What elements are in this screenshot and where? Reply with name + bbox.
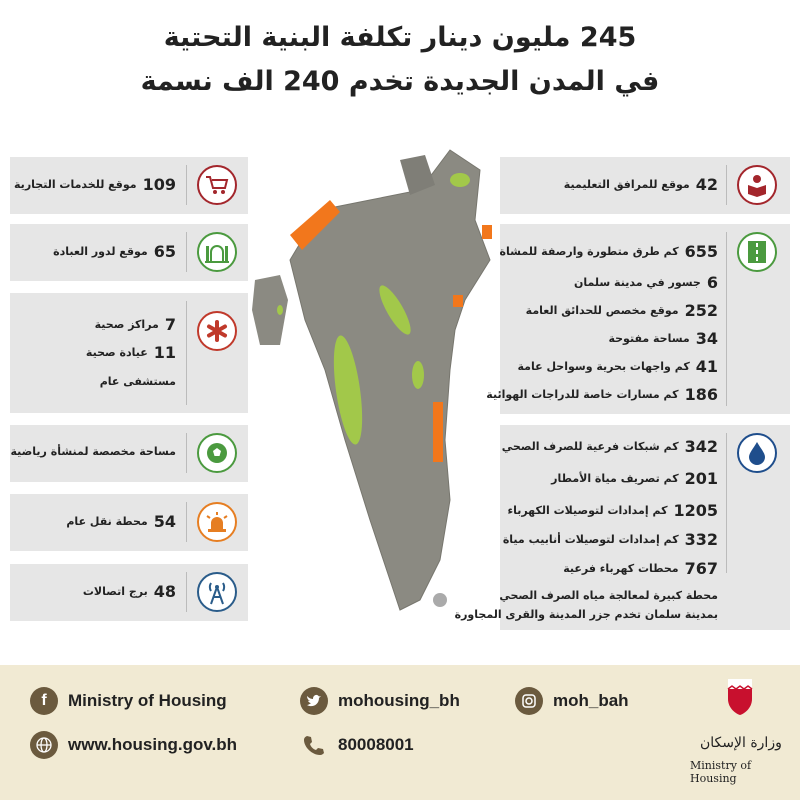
headline-line-1: 245 مليون دينار تكلفة البنية التحتية [163,22,637,53]
telecom-label: برج اتصالات [82,585,148,598]
facebook-icon: f [30,687,58,715]
phone-number: 80008001 [338,735,414,754]
panel-utilities [454,425,790,630]
mosque-icon [197,232,237,272]
panel-commercial [10,157,248,214]
rain-drainage-km: 201 [684,469,718,488]
bike-paths-km: 186 [684,385,718,404]
electricity-km: 1205 [673,501,718,520]
open-spaces-count: 34 [695,329,718,348]
roads-km: 655 [684,242,718,261]
worship-count: 65 [153,242,176,261]
electricity-label: كم إمدادات لتوصيلات الكهرباء [507,504,668,517]
open-spaces-label: مساحة مفتوحة [608,332,690,345]
parks-count: 252 [684,301,718,320]
commercial-count: 109 [142,175,176,194]
panel-sports [10,425,248,482]
website-link[interactable] [30,731,237,759]
sports-label: مساحة مخصصة لمنشأة رياضية [10,445,176,458]
waterfront-km: 41 [695,357,718,376]
facebook-handle: Ministry of Housing [68,691,227,710]
clinics-count: 11 [153,343,176,362]
rain-drainage-label: كم تصريف مياة الأمطار [551,472,679,485]
panel-health [10,293,248,413]
worship-label: موقع لدور العبادة [53,245,148,258]
phone-icon [300,731,328,759]
panel-transport [10,494,248,551]
logo-arabic: وزارة الإسكان [700,735,782,751]
bridges-count: 6 [706,273,718,292]
panel-worship [10,224,248,281]
instagram-link[interactable] [515,687,629,715]
twitter-icon [300,687,328,715]
shopping-cart-icon [197,165,237,205]
globe-icon [30,731,58,759]
panel-telecom [10,564,248,621]
footer [0,665,800,800]
logo-english: Ministry of Housing [690,759,752,785]
water-drop-icon [737,433,777,473]
bridges-label: جسور في مدينة سلمان [574,276,701,289]
emblem-icon [725,677,755,717]
bahrain-map [250,140,510,640]
siren-light-icon [197,502,237,542]
bike-paths-label: كم مسارات خاصة للدراجات الهوائية [486,388,679,401]
water-pipes-label: كم إمدادات لتوصيلات أنابيب مياة [502,533,679,546]
headline-line-2: في المدن الجديدة تخدم 240 الف نسمة [140,66,660,97]
sewer-km: 342 [684,437,718,456]
hospital-label: مستشفى عام [99,375,176,388]
transport-count: 54 [153,512,176,531]
reading-student-icon [737,165,777,205]
commercial-label: موقع للخدمات التجارية [14,178,137,191]
transport-label: محطة نقل عام [66,515,148,528]
treatment-plant-note-2: بمدينة سلمان تخدم جزر المدينة والقرى المجاورة [454,608,718,621]
treatment-plant-note-1: محطة كبيرة لمعالجة مياه الصرف الصحي [499,589,718,602]
twitter-link[interactable] [300,687,460,715]
parks-label: موقع مخصص للحدائق العامة [525,304,679,317]
telecom-count: 48 [153,582,176,601]
football-icon [197,433,237,473]
phone-link[interactable] [300,731,414,759]
website-url: www.housing.gov.bh [68,735,238,754]
substations-label: محطات كهرباء فرعية [563,562,679,575]
facebook-link[interactable] [30,687,227,715]
waterfront-label: كم واجهات بحرية وسواحل عامة [517,360,690,373]
twitter-handle: mohousing_bh [338,691,460,710]
medical-star-icon [197,311,237,351]
instagram-handle: moh_bah [553,691,629,710]
instagram-icon [515,687,543,715]
water-pipes-km: 332 [684,530,718,549]
panel-roads-parks [486,224,790,414]
education-label: موقع للمرافق التعليمية [563,178,690,191]
health-centers-label: مراكز صحية [94,318,159,331]
ministry-logo [690,677,790,787]
antenna-tower-icon [197,572,237,612]
roads-label: كم طرق متطورة وارصفة للمشاة [499,245,679,258]
substations-count: 767 [684,559,718,578]
panel-education [500,157,790,214]
health-centers-count: 7 [164,315,176,334]
sewer-label: كم شبكات فرعية للصرف الصحي [501,440,679,453]
clinics-label: عيادة صحية [85,346,148,359]
education-count: 42 [695,175,718,194]
road-icon [737,232,777,272]
